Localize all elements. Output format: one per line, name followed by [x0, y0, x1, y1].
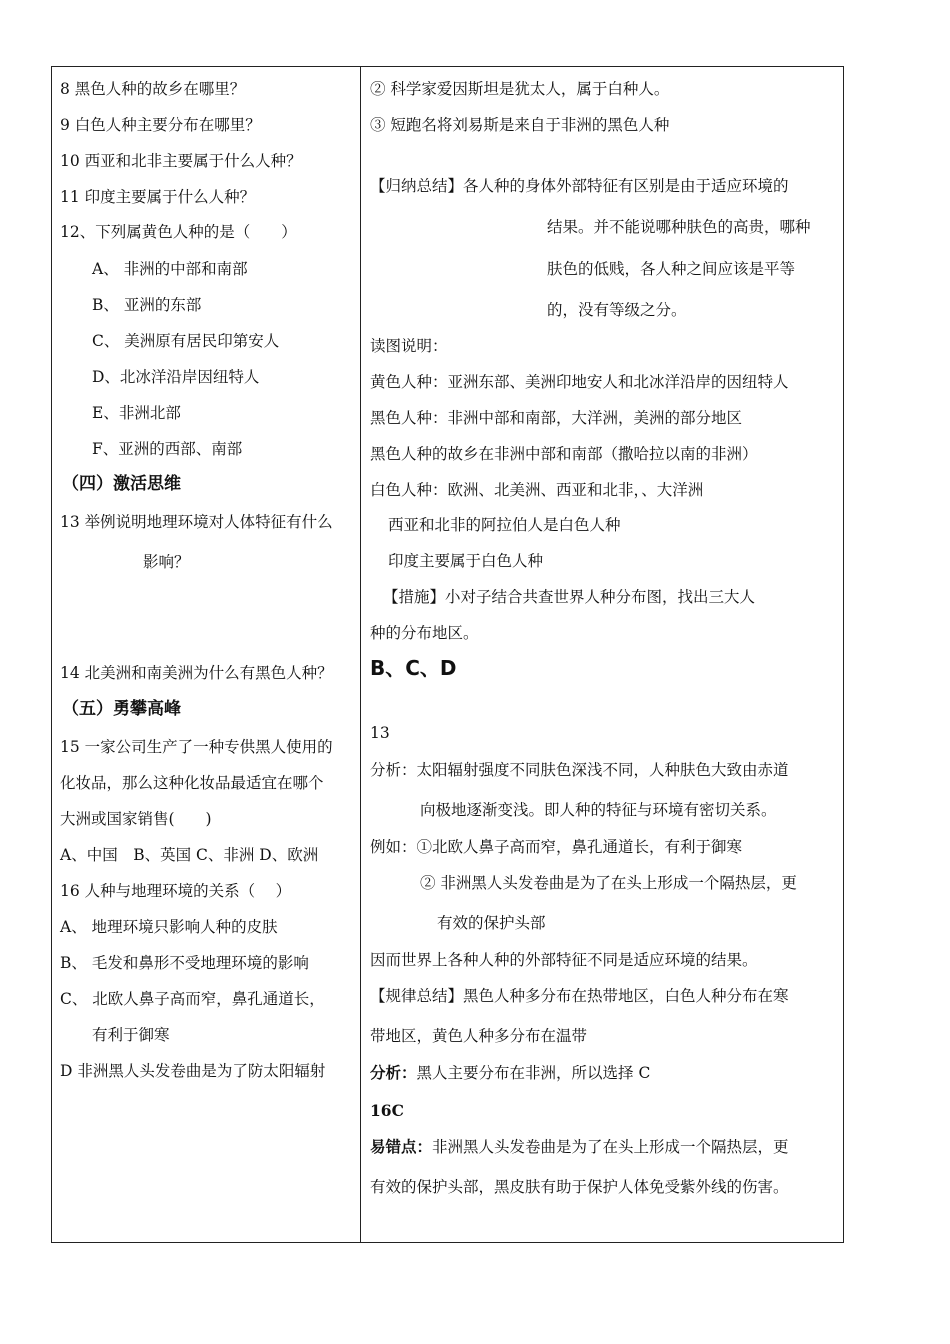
measure-line1: 【措施】小对子结合共查世界人种分布图，找出三大人 [383, 588, 756, 606]
section-5-heading: （五）勇攀高峰 [62, 699, 181, 719]
black-race-home-note: 黑色人种的故乡在非洲中部和南部（撒哈拉以南的非洲） [370, 445, 758, 463]
india-note: 印度主要属于白色人种 [388, 552, 544, 570]
q16-option-b: B、 毛发和鼻形不受地理环境的影响 [60, 954, 309, 972]
right-line-einstein: ② 科学家爱因斯坦是犹太人，属于白种人。 [370, 80, 670, 98]
answer-12: B、C、D [370, 656, 457, 680]
question-15-options: A、中国 B、英国 C、非洲 D、欧洲 [60, 846, 319, 864]
summary-line4: 的，没有等级之分。 [547, 301, 687, 319]
q16-option-a: A、 地理环境只影响人种的皮肤 [60, 918, 278, 936]
q16-option-d: D 非洲黑人头发卷曲是为了防太阳辐射 [60, 1062, 326, 1080]
white-race-note: 白色人种：欧洲、北美洲、西亚和北非，、大洋洲 [370, 481, 704, 499]
rule-summary-line1: 【规律总结】黑色人种多分布在热带地区，白色人种分布在寒 [370, 987, 789, 1005]
q12-option-e: E、非洲北部 [92, 404, 181, 422]
question-15-line2: 化妆品，那么这种化妆品最适宜在哪个 [60, 774, 324, 792]
question-14: 14 北美洲和南美洲为什么有黑色人种？ [60, 664, 333, 682]
answer-16: 16C [370, 1101, 404, 1120]
question-15-line3: 大洲或国家销售( ) [60, 810, 212, 828]
right-line-lewis: ③ 短跑名将刘易斯是来自于非洲的黑色人种 [370, 116, 670, 134]
analysis-15 [370, 1063, 650, 1083]
analysis-13-line1: 分析：太阳辐射强度不同肤色深浅不同，人种肤色大致由赤道 [370, 761, 789, 779]
question-13-line2: 影响？ [143, 553, 190, 571]
q12-option-c: C、 美洲原有居民印第安人 [92, 332, 280, 350]
section-4-heading: （四）激活思维 [62, 474, 181, 494]
rule-summary-line2: 带地区，黄色人种多分布在温带 [370, 1027, 588, 1045]
column-divider [360, 66, 361, 1243]
question-11: 11 印度主要属于什么人种？ [60, 188, 256, 206]
q16-option-c-line2: 有利于御寒 [92, 1026, 170, 1044]
q12-option-b: B、 亚洲的东部 [92, 296, 202, 314]
error-point-text: 非洲黑人头发卷曲是为了在头上形成一个隔热层，更 [432, 1138, 789, 1156]
q12-option-a: A、 非洲的中部和南部 [92, 260, 248, 278]
summary-line2: 结果。并不能说哪种肤色的高贵，哪种 [547, 218, 811, 236]
question-16: 16 人种与地理环境的关系（ ） [60, 882, 292, 900]
summary-line1: 【归纳总结】各人种的身体外部特征有区别是由于适应环境的 [370, 177, 789, 195]
example-line2: ② 非洲黑人头发卷曲是为了在头上形成一个隔热层，更 [420, 874, 797, 892]
example-line1: 例如：①北欧人鼻子高而窄，鼻孔通道长，有利于御寒 [370, 838, 743, 856]
q12-option-d: D、北冰洋沿岸因纽特人 [92, 368, 260, 386]
yellow-race-note: 黄色人种：亚洲东部、美洲印地安人和北冰洋沿岸的因纽特人 [370, 373, 789, 391]
question-10: 10 西亚和北非主要属于什么人种？ [60, 152, 302, 170]
question-13-line1: 13 举例说明地理环境对人体特征有什么 [60, 513, 333, 531]
question-8: 8 黑色人种的故乡在哪里？ [60, 80, 246, 98]
error-point-label: 易错点： [370, 1137, 433, 1156]
q16-option-c-line1: C、 北欧人鼻子高而窄，鼻孔通道长， [60, 990, 325, 1008]
read-map-title: 读图说明： [370, 337, 448, 355]
question-9: 9 白色人种主要分布在哪里？ [60, 116, 261, 134]
error-point-line2: 有效的保护头部，黑皮肤有助于保护人体免受紫外线的伤害。 [370, 1178, 789, 1196]
error-point-line1 [370, 1137, 789, 1157]
measure-line2: 种的分布地区。 [370, 624, 479, 642]
black-race-note: 黑色人种：非洲中部和南部，大洋洲，美洲的部分地区 [370, 409, 743, 427]
analysis-15-label: 分析： [370, 1063, 417, 1082]
q12-option-f: F、亚洲的西部、南部 [92, 440, 243, 458]
arab-note: 西亚和北非的阿拉伯人是白色人种 [388, 516, 621, 534]
question-12: 12、下列属黄色人种的是（ ） [60, 223, 297, 241]
example-line3: 有效的保护头部 [437, 914, 546, 932]
analysis-13-line2: 向极地逐渐变浅。即人种的特征与环境有密切关系。 [420, 801, 777, 819]
question-15-line1: 15 一家公司生产了一种专供黑人使用的 [60, 738, 333, 756]
answer-13-label: 13 [370, 724, 390, 742]
analysis-15-text: 黑人主要分布在非洲，所以选择 C [416, 1064, 651, 1082]
conclusion-line: 因而世界上各种人种的外部特征不同是适应环境的结果。 [370, 951, 758, 969]
summary-line3: 肤色的低贱，各人种之间应该是平等 [547, 260, 796, 278]
